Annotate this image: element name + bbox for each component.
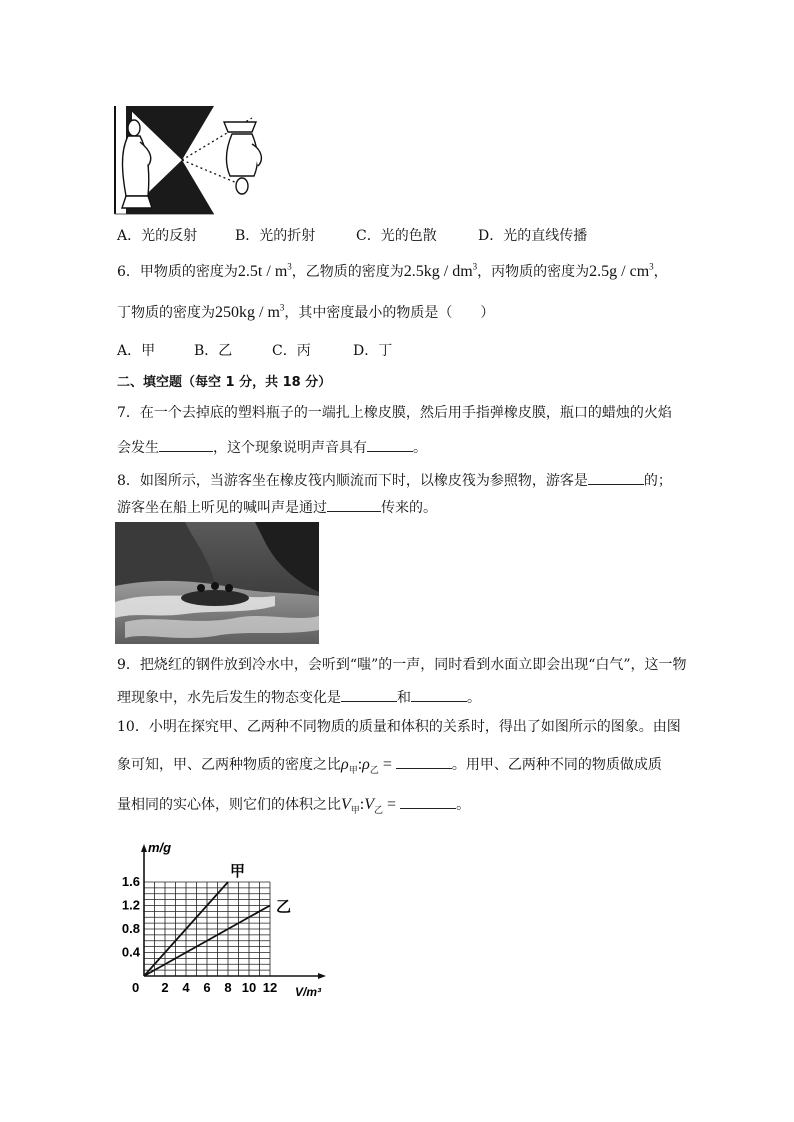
q7-blank-2[interactable] bbox=[367, 437, 413, 452]
q8-text-d: 传来的。 bbox=[381, 500, 437, 516]
q6-density-yi-value: 2.5kg / dm bbox=[403, 263, 473, 280]
q6-text-a: 6．甲物质的密度为 bbox=[117, 264, 238, 280]
q9-blank-2[interactable] bbox=[411, 687, 467, 702]
q10-rho-symbol: ρ bbox=[341, 756, 349, 773]
q10-sub-jia: 甲 bbox=[348, 765, 358, 776]
q7-blank-1[interactable] bbox=[159, 437, 213, 452]
x-tick-label: 12 bbox=[262, 980, 278, 995]
q6-density-ding-value: 250kg / m bbox=[215, 304, 280, 321]
q6-exp: 3 bbox=[279, 302, 285, 313]
q7-text-c: 。 bbox=[413, 440, 427, 456]
q10-v-yi bbox=[364, 796, 384, 816]
q10-text-a: 象可知，甲、乙两种物质的密度之比 bbox=[117, 757, 341, 773]
x-tick-label: 8 bbox=[224, 980, 232, 995]
mirror-reflection-figure bbox=[114, 104, 274, 216]
y-axis-label: m/g bbox=[148, 840, 172, 855]
q6-density-jia bbox=[238, 263, 292, 280]
q6-exp: 3 bbox=[287, 261, 292, 272]
q6-line1 bbox=[117, 263, 668, 281]
x-tick-label: 2 bbox=[161, 980, 169, 995]
q6-density-bing bbox=[589, 263, 654, 280]
q10-line3 bbox=[117, 794, 470, 814]
y-tick-label: 1.6 bbox=[121, 874, 140, 889]
q10-line1: 10．小明在探究甲、乙两种不同物质的质量和体积的关系时，得出了如图所示的图象。由图 bbox=[117, 719, 681, 735]
q7-text-a: 会发生 bbox=[117, 440, 159, 456]
y-tick-label: 0.8 bbox=[121, 921, 140, 936]
q9-text-b: 和 bbox=[397, 690, 411, 706]
mass-volume-chart bbox=[112, 836, 336, 1006]
q8-text-b: 的； bbox=[643, 473, 672, 489]
q9-text-a: 理现象中，水先后发生的物态变化是 bbox=[117, 690, 341, 706]
q10-text-d: 。 bbox=[456, 797, 471, 813]
x-tick-label: 10 bbox=[241, 980, 257, 995]
q7-line2 bbox=[117, 437, 427, 457]
q6-density-yi bbox=[404, 263, 477, 280]
q6-text-b: ，乙物质的密度为 bbox=[291, 264, 404, 280]
y-axis-arrow bbox=[141, 844, 147, 852]
q6-line2 bbox=[117, 304, 494, 322]
q7-text-b: ，这个现象说明声音具有 bbox=[213, 440, 367, 456]
q8-text-a: 8．如图所示，当游客坐在橡皮筏内顺流而下时，以橡皮筏为参照物，游客是 bbox=[117, 473, 588, 489]
rafting-photo bbox=[115, 522, 319, 644]
q8-line1 bbox=[117, 470, 672, 490]
q10-sub-jia: 甲 bbox=[350, 805, 360, 816]
q10-equals: = bbox=[382, 756, 392, 773]
q6-density-ding bbox=[215, 304, 284, 321]
q10-text-b: 。用甲、乙两种不同的物质做成质 bbox=[451, 757, 662, 773]
series-label-yi: 乙 bbox=[276, 898, 292, 916]
q6-text-f: ，其中密度最小的物质是（ ） bbox=[284, 305, 495, 321]
q6-option-a: A．甲 bbox=[117, 343, 156, 359]
q6-text-d: ， bbox=[653, 264, 668, 280]
q8-line2 bbox=[117, 497, 437, 517]
y-tick-label: 0.4 bbox=[121, 944, 140, 960]
q6-option-d: D．丁 bbox=[353, 343, 393, 359]
q8-blank-1[interactable] bbox=[588, 470, 644, 485]
q10-v-symbol: V bbox=[341, 796, 351, 813]
q5-option-b: B．光的折射 bbox=[235, 228, 316, 244]
y-tick-label: 1.2 bbox=[121, 897, 140, 913]
q6-exp: 3 bbox=[649, 261, 654, 272]
q10-equals: = bbox=[387, 796, 397, 813]
q9-blank-1[interactable] bbox=[341, 687, 397, 702]
q10-v-symbol: V bbox=[364, 796, 375, 813]
q8-text-c: 游客坐在船上听见的喊叫声是通过 bbox=[117, 500, 327, 516]
q9-text-c: 。 bbox=[467, 690, 481, 706]
q10-sub-yi: 乙 bbox=[374, 805, 384, 816]
q10-sub-yi: 乙 bbox=[369, 765, 379, 776]
q6-density-jia-value: 2.5t / m bbox=[237, 263, 288, 280]
x-axis-label: V/m³ bbox=[295, 985, 322, 999]
q10-blank-2[interactable] bbox=[400, 794, 456, 809]
q10-colon: : bbox=[359, 796, 365, 813]
origin-label: 0 bbox=[132, 980, 140, 995]
q6-text-c: ，丙物质的密度为 bbox=[477, 264, 590, 280]
q6-density-bing-value: 2.5g / cm bbox=[589, 263, 650, 280]
q8-blank-2[interactable] bbox=[327, 497, 381, 512]
q10-rho-yi bbox=[362, 756, 379, 776]
series-label-jia: 甲 bbox=[230, 863, 246, 880]
q10-rho-jia bbox=[341, 756, 358, 776]
q6-option-b: B．乙 bbox=[194, 343, 233, 359]
q10-line2 bbox=[117, 754, 662, 774]
x-tick-label: 4 bbox=[182, 980, 190, 995]
x-axis-arrow bbox=[318, 973, 326, 979]
q7-line1: 7．在一个去掉底的塑料瓶子的一端扎上橡皮膜，然后用手指弹橡皮膜，瓶口的蜡烛的火焰 bbox=[117, 405, 672, 421]
section-title: 二、填空题（每空 1 分，共 18 分） bbox=[117, 375, 332, 390]
q6-option-c: C．丙 bbox=[272, 343, 311, 359]
q5-option-c: C．光的色散 bbox=[356, 228, 437, 244]
q10-v-jia bbox=[341, 796, 360, 816]
q5-option-a: A．光的反射 bbox=[117, 228, 198, 244]
q9-line2 bbox=[117, 687, 481, 707]
q10-colon: : bbox=[357, 756, 363, 773]
q5-option-d: D．光的直线传播 bbox=[478, 228, 588, 244]
q10-text-c: 量相同的实心体，则它们的体积之比 bbox=[117, 797, 341, 813]
q10-blank-1[interactable] bbox=[396, 754, 452, 769]
q6-text-e: 丁物质的密度为 bbox=[117, 305, 215, 321]
q10-rho-symbol: ρ bbox=[362, 756, 370, 773]
q9-line1: 9．把烧红的钢件放到冷水中，会听到“嗤”的一声，同时看到水面立即会出现“白气”，这一物 bbox=[117, 657, 687, 673]
x-tick-label: 6 bbox=[203, 980, 211, 995]
q6-exp: 3 bbox=[472, 261, 478, 272]
